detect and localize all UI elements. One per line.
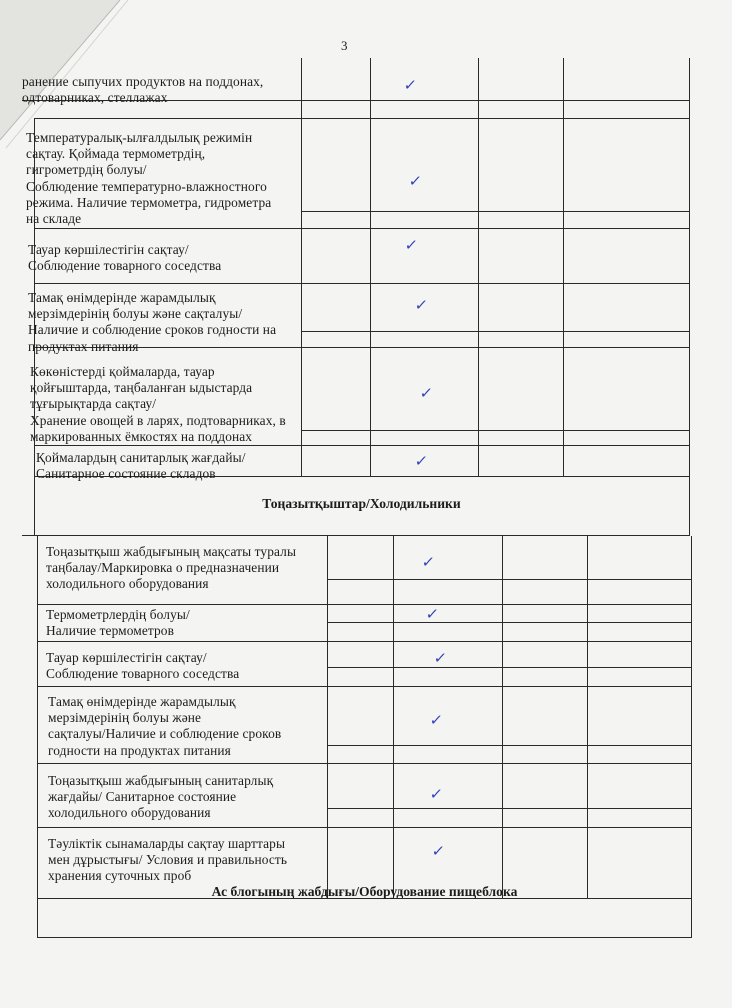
row-label: Тауар көршілестігін сақтау/ Соблюдение товарного соседства bbox=[46, 650, 240, 682]
row-label: Қоймалардың санитарлық жағдайы/ Санитарное состояние складов bbox=[36, 450, 246, 482]
row-label: Тәуліктік сынамаларды сақтау шарттары мен дұрыстығы/ Условия и правильность хранения суточных проб bbox=[48, 836, 288, 884]
section-title-catering-equipment: Ас блогының жабдығы/Оборудование пищеблока bbox=[211, 884, 518, 899]
check-mark-icon: ✓ bbox=[418, 384, 434, 402]
check-mark-icon: ✓ bbox=[428, 785, 444, 803]
row-label: Тауар көршілестігін сақтау/ Соблюдение товарного соседства bbox=[28, 242, 222, 274]
check-mark-icon: ✓ bbox=[407, 172, 423, 190]
check-mark-icon: ✓ bbox=[420, 553, 436, 571]
checklist-table-refrigeration bbox=[37, 536, 692, 938]
check-mark-icon: ✓ bbox=[413, 452, 429, 470]
row-label: Тамақ өнімдерінде жарамдылық мерзімдерінің болуы және сақталуы/Наличие и соблюдение сроков годности на продуктах питания bbox=[48, 694, 282, 758]
check-mark-icon: ✓ bbox=[428, 711, 444, 729]
checklist-table-storage bbox=[22, 58, 690, 536]
check-mark-icon: ✓ bbox=[413, 296, 429, 314]
row-label: Тоңазытқыш жабдығының санитарлық жағдайы/ Санитарное состояние холодильного оборудования bbox=[48, 773, 274, 821]
check-mark-icon: ✓ bbox=[403, 236, 419, 254]
row-label: ранение сыпучих продуктов на поддонах, одтоварниках, стеллажах bbox=[22, 74, 264, 106]
row-label: Термометрлердің болуы/ Наличие термометров bbox=[46, 607, 190, 639]
check-mark-icon: ✓ bbox=[432, 649, 448, 667]
row-label: Көкөністерді қоймаларда, тауар қойғыштарда, таңбаланған ыдыстарда тұғырықтарда сақтау/ Хранение овощей в ларях, подтоварниках, в маркированных ёмкостях на поддонах bbox=[30, 364, 286, 444]
check-mark-icon: ✓ bbox=[424, 605, 440, 623]
section-title-refrigerators: Тоңазытқыштар/Холодильники bbox=[262, 496, 461, 511]
row-label: Тоңазытқыш жабдығының мақсаты туралы таңбалау/Маркировка о предназначении холодильного оборудования bbox=[46, 544, 297, 592]
page-number: 3 bbox=[341, 38, 348, 53]
check-mark-icon: ✓ bbox=[430, 842, 446, 860]
row-label: Тамақ өнімдерінде жарамдылық мерзімдерінің болуы және сақталуы/ Наличие и соблюдение сроков годности на продуктах питания bbox=[28, 290, 277, 354]
row-label: Температуралық-ылғалдылық режимін сақтау. Қоймада термометрдің, гигрометрдің болуы/ Соблюдение температурно-влажностного режима. Наличие термометра, гидрометра на складе bbox=[26, 130, 272, 227]
check-mark-icon: ✓ bbox=[402, 76, 418, 94]
